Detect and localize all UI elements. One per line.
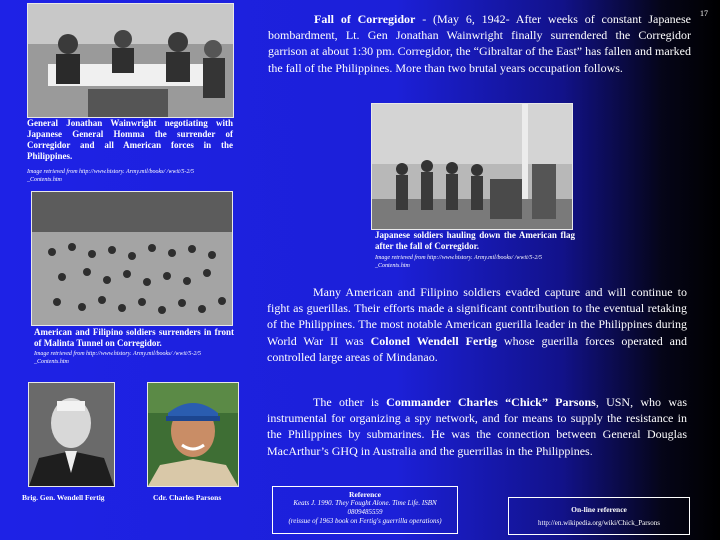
parsons-portrait <box>147 382 239 487</box>
reference-box <box>272 486 458 534</box>
fertig-portrait-caption: Brig. Gen. Wendell Fertig <box>22 493 105 502</box>
parsons-paragraph <box>267 394 687 459</box>
reference-title: Reference <box>349 490 381 499</box>
flag-photo-credit: Image retrieved from http://www.history. Army.mil/books/ /wwii/5-2/5 _Contents.htm <box>375 255 542 269</box>
parsons-name: Commander Charles “Chick” Parsons <box>386 395 596 409</box>
intro-text: - (May 6, 1942- After weeks of constant Japanese bombardment, Lt. Gen Jonathan Wainwright finally surrendered the Corregidor garrison at about 1:30 pm. Corregidor, the “Gibraltar of the East” has fallen and marked the fall of the Philippines. More than two brutal years occupation follows. <box>268 12 691 75</box>
parsons-text: The other is <box>313 395 387 409</box>
malinta-photo-caption: American and Filipino soldiers surrenders in front of Malinta Tunnel on Corregidor. <box>34 327 234 348</box>
online-reference-title: On-line reference <box>571 505 627 514</box>
online-reference-url[interactable]: http://en.wikipedia.org/wiki/Chick_Parsons <box>538 519 660 527</box>
reference-line-2: 0809485559 <box>347 508 383 516</box>
flag-photo-caption: Japanese soldiers hauling down the American flag after the fall of Corregidor. <box>375 230 575 251</box>
malinta-surrender-photo <box>31 191 233 326</box>
parsons-portrait-caption: Cdr. Charles Parsons <box>153 493 222 502</box>
wainwright-photo-caption: General Jonathan Wainwright negotiating with Japanese General Homma the surrender of Corregidor and all American forces in the Philippines. <box>27 118 233 161</box>
reference-line-1: Keats J. 1990. They Fought Alone. Time Life. ISBN <box>293 499 437 507</box>
fertig-portrait <box>28 382 115 487</box>
guerilla-text: Many American and Filipino soldiers evaded capture and will continue to fight as guerillas. Their efforts made a significant contribution to the eventual retaking of the Philippines. The most notable American guerilla leader in the Philippines during World War II was <box>267 285 687 348</box>
fertig-name: Colonel Wendell Fertig <box>370 333 497 348</box>
wainwright-negotiation-photo <box>27 3 234 118</box>
intro-paragraph <box>268 11 691 76</box>
online-reference-box <box>508 497 690 535</box>
guerilla-paragraph <box>267 284 687 365</box>
intro-title: Fall of Corregidor <box>314 12 416 26</box>
guerilla-text-end: whose guerilla forces operated and controlled large areas of Mindanao. <box>267 333 688 364</box>
reference-line-3: (reissue of 1963 book on Fertig's guerrilla operations) <box>288 517 442 525</box>
wainwright-photo-credit: Image retrieved from http://www.history. Army.mil/books/ /wwii/5-2/5 _Contents.htm <box>27 169 194 183</box>
parsons-text-end: , USN, who was instrumental for organizing a spy network, and for means to supply the resistance in the Philippines by submarines. He was the connection between General Douglas MacArthur’s GHQ in Australia and the guerrillas in the Philippines. <box>267 395 687 458</box>
flag-lowering-photo <box>371 103 573 230</box>
page-number: 17 <box>700 9 708 18</box>
malinta-photo-credit: Image retrieved from http://www.history. Army.mil/books/ /wwii/5-2/5 _Contents.htm <box>34 351 201 365</box>
